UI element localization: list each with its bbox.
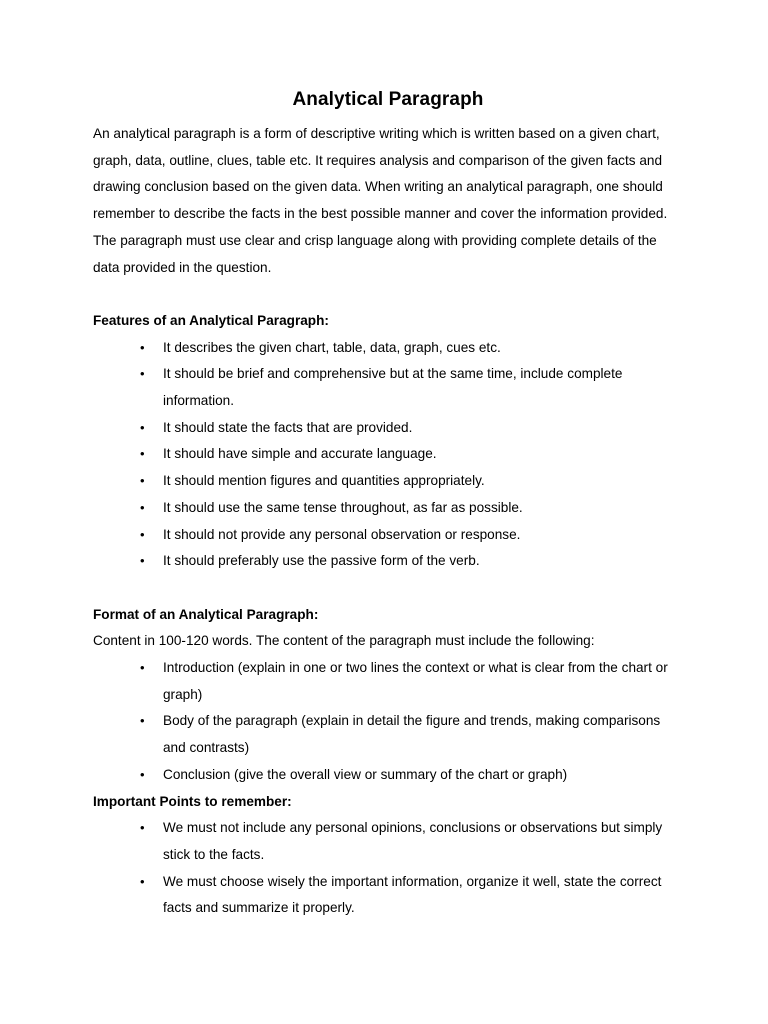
list-item-text: It should not provide any personal observation or response. (163, 526, 521, 542)
bullet-icon: • (140, 766, 145, 782)
bullet-icon: • (140, 553, 145, 569)
document-title: Analytical Paragraph (292, 89, 484, 110)
bullet-icon: • (140, 366, 145, 382)
list-item-text: It should use the same tense throughout, as far as possible. (163, 499, 523, 515)
list-item (93, 361, 683, 414)
features-list (93, 335, 683, 575)
list-item (93, 548, 683, 575)
list-item (93, 335, 683, 362)
bullet-icon: • (140, 660, 145, 676)
list-item-text: We must choose wisely the important information, organize it well, state the correct facts and summarize it properly. (163, 873, 662, 916)
list-item-text: It should state the facts that are provided. (163, 419, 413, 435)
important-heading: Important Points to remember: (93, 793, 292, 809)
intro-paragraph: An analytical paragraph is a form of descriptive writing which is written based on a given chart, graph, data, outline, clues, table etc. It requires analysis and comparison of the given facts and drawing conclusion based on the given data. When writing an analytical paragraph, one should remember to describe the facts in the best possible manner and cover the information provided. The paragraph must use clear and crisp language along with providing complete details of the data provided in the question. (93, 126, 668, 275)
list-item-text: It should have simple and accurate language. (163, 446, 437, 462)
list-item-text: It should mention figures and quantities appropriately. (163, 473, 485, 489)
list-item (93, 655, 683, 708)
list-item (93, 708, 683, 761)
document-page (93, 86, 683, 922)
list-item (93, 869, 683, 922)
list-item (93, 468, 683, 495)
list-item-text: It should preferably use the passive form of the verb. (163, 553, 480, 569)
bullet-icon: • (140, 873, 145, 889)
bullet-icon: • (140, 526, 145, 542)
list-item-text: Conclusion (give the overall view or summary of the chart or graph) (163, 766, 568, 782)
features-heading: Features of an Analytical Paragraph: (93, 312, 329, 328)
list-item (93, 441, 683, 468)
bullet-icon: • (140, 820, 145, 836)
important-list (93, 815, 683, 922)
bullet-icon: • (140, 713, 145, 729)
list-item (93, 815, 683, 868)
bullet-icon: • (140, 419, 145, 435)
bullet-icon: • (140, 499, 145, 515)
list-item (93, 762, 683, 789)
list-item (93, 495, 683, 522)
list-item (93, 522, 683, 549)
format-lead: Content in 100-120 words. The content of the paragraph must include the following: (93, 633, 595, 649)
bullet-icon: • (140, 339, 145, 355)
list-item-text: We must not include any personal opinions, conclusions or observations but simply stick to the facts. (163, 820, 663, 862)
list-item (93, 415, 683, 442)
bullet-icon: • (140, 446, 145, 462)
spacer (93, 281, 683, 308)
list-item-text: It describes the given chart, table, data, graph, cues etc. (163, 339, 501, 355)
spacer (93, 575, 683, 602)
list-item-text: It should be brief and comprehensive but at the same time, include complete information. (163, 366, 623, 409)
list-item-text: Introduction (explain in one or two lines the context or what is clear from the chart or graph) (163, 660, 668, 702)
format-list (93, 655, 683, 789)
bullet-icon: • (140, 473, 145, 489)
format-heading: Format of an Analytical Paragraph: (93, 606, 319, 622)
list-item-text: Body of the paragraph (explain in detail the figure and trends, making comparisons and contrasts) (163, 713, 661, 756)
